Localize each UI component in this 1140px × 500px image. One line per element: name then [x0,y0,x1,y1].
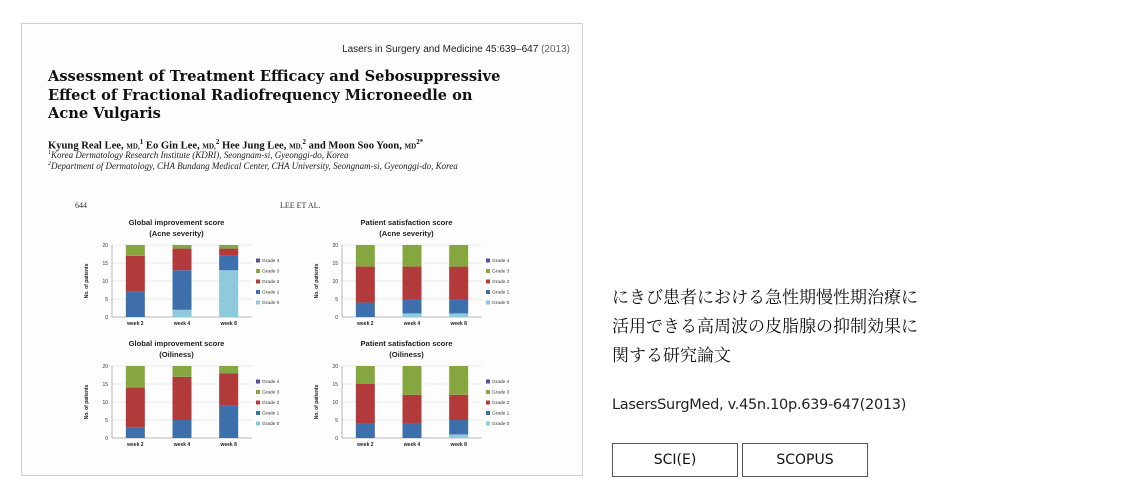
description-text [612,284,918,371]
legend-label: Grade 2 [262,401,280,406]
bar-segment-grade-2 [126,388,145,428]
bar-segment-grade-2 [449,267,468,299]
y-tick-label: 10 [102,400,108,406]
legend-swatch [486,290,490,294]
y-tick-label: 15 [332,382,338,388]
bar-segment-grade-2 [126,256,145,292]
legend-label: Grade 4 [262,259,280,264]
legend-swatch [486,401,490,405]
description-line: 活用できる高周波の皮脂腺の抑制効果に [612,317,918,337]
legend-label: Grade 4 [492,259,510,264]
legend-swatch [256,401,260,405]
chart-title-line: (Acne severity) [149,228,204,238]
x-tick-label: week 2 [357,442,374,448]
chart-plot [304,218,509,328]
author-name: Kyung Real Lee, [48,140,124,152]
legend-swatch [256,422,260,426]
bar-segment-grade-1 [449,420,468,434]
bar-segment-grade-2 [173,377,192,420]
chart-patient-satisfaction-oiliness [304,339,509,449]
bar-segment-grade-2 [219,373,238,405]
bar-segment-grade-2 [403,395,422,424]
y-tick-label: 0 [335,436,338,442]
legend-swatch [256,390,260,394]
author-degree: MD [404,142,417,151]
y-tick-label: 5 [335,418,338,424]
paper-title [48,68,558,124]
bar-segment-grade-2 [173,249,192,271]
affiliation-mark: 1 [48,150,51,156]
bar-segment-grade-3 [219,366,238,373]
y-tick-label: 0 [335,315,338,321]
y-tick-label: 10 [332,279,338,285]
bar-segment-grade-2 [356,384,375,424]
running-head: LEE ET AL. [280,201,321,210]
affiliation [48,150,348,160]
author-name: Hee Jung Lee, [221,140,287,152]
bar-segment-grade-3 [173,245,192,249]
legend-label: Grade 3 [492,390,510,396]
y-tick-label: 15 [332,261,338,267]
x-tick-label: week 2 [127,321,144,327]
paper-description [612,284,918,371]
chart-title-line: Patient satisfaction score [360,339,453,348]
x-tick-label: week 4 [403,442,421,448]
author-affil-mark: 2 [302,138,306,146]
y-tick-label: 5 [105,418,108,424]
bar-segment-grade-3 [449,366,468,395]
paper-thumbnail [21,23,583,476]
bar-segment-grade-1 [403,424,422,438]
paper-title-line: Assessment of Treatment Efficacy and Sebosuppressive [48,68,501,85]
legend-label: Grade 0 [262,301,280,306]
bar-segment-grade-0 [219,270,238,317]
y-tick-label: 0 [105,315,108,321]
legend-swatch [256,280,260,284]
affiliation-text: Korea Dermatology Research Institute (KDRI), Seongnam-si, Gyeonggi-do, Korea [51,150,349,160]
legend-label: Grade 3 [262,390,280,396]
bar-segment-grade-3 [356,366,375,384]
bar-segment-grade-0 [403,313,422,317]
legend-swatch [486,259,490,263]
bar-segment-grade-2 [449,395,468,420]
legend-label: Grade 1 [262,411,280,417]
y-axis-label: No. of patients [314,263,320,299]
badge-sci: SCI(E) [612,443,738,477]
bar-segment-grade-3 [173,366,192,377]
bar-segment-grade-3 [403,366,422,395]
journal-citation [342,44,570,55]
legend-label: Grade 2 [492,280,510,285]
affiliation-text: Department of Dermatology, CHA Bundang Medical Center, CHA University, Seongnam-si, Gyeonggi-do, Korea [51,161,458,171]
bar-segment-grade-3 [219,245,238,249]
bar-segment-grade-1 [173,270,192,310]
legend-swatch [256,411,260,415]
author-degree: MD, [126,142,140,151]
y-tick-label: 20 [102,243,108,249]
bar-segment-grade-3 [126,245,145,256]
journal-name: Lasers in Surgery and Medicine 45:639–647 [342,44,539,55]
x-tick-label: week 2 [357,321,374,327]
description-line: 関する研究論文 [612,346,731,366]
bar-segment-grade-1 [356,303,375,317]
y-tick-label: 15 [102,382,108,388]
badge-scopus: SCOPUS [742,443,868,477]
chart-global-improvement-acne [74,218,279,328]
chart-plot [74,218,279,328]
chart-global-improvement-oiliness [74,339,279,449]
bar-segment-grade-0 [173,310,192,317]
bar-segment-grade-1 [403,299,422,313]
y-tick-label: 10 [332,400,338,406]
legend-swatch [256,269,260,273]
citation-text: LasersSurgMed, v.45n.10p.639-647(2013) [612,397,907,413]
chart-title-line: (Oiliness) [389,349,424,359]
affiliation [48,161,458,171]
y-tick-label: 20 [102,364,108,370]
x-tick-label: week 4 [173,321,191,327]
chart-title-line: (Oiliness) [159,349,194,359]
x-tick-label: week 2 [127,442,144,448]
legend-label: Grade 1 [492,290,510,296]
legend-label: Grade 4 [492,380,510,385]
bar-segment-grade-1 [219,406,238,438]
legend-label: Grade 4 [262,380,280,385]
chart-plot [74,339,279,449]
legend-label: Grade 0 [492,301,510,306]
bar-segment-grade-3 [449,245,468,267]
y-tick-label: 5 [335,297,338,303]
chart-title-line: Patient satisfaction score [360,218,453,227]
y-tick-label: 15 [102,261,108,267]
y-axis-label: No. of patients [84,263,90,299]
bar-segment-grade-0 [449,434,468,438]
bar-segment-grade-1 [356,424,375,438]
y-tick-label: 20 [332,364,338,370]
bar-segment-grade-3 [126,366,145,388]
legend-swatch [486,390,490,394]
bar-segment-grade-1 [173,420,192,438]
bar-segment-grade-1 [449,299,468,313]
author-name: and Moon Soo Yoon, [308,140,402,152]
journal-year: (2013) [541,44,570,55]
paper-title-line: Effect of Fractional Radiofrequency Microneedle on [48,86,473,104]
x-tick-label: week 8 [450,321,467,327]
bar-segment-grade-3 [403,245,422,267]
legend-swatch [486,380,490,384]
author-name: Eo Gin Lee, [145,140,200,152]
legend-swatch [256,259,260,263]
bar-segment-grade-0 [449,313,468,317]
y-tick-label: 10 [102,279,108,285]
legend-label: Grade 2 [492,401,510,406]
legend-label: Grade 0 [492,422,510,427]
x-tick-label: week 4 [173,442,191,448]
author-degree: MD, [289,142,303,151]
affiliation-mark: 2 [48,161,51,167]
page-number: 644 [75,201,87,210]
bar-segment-grade-1 [219,256,238,270]
legend-swatch [256,301,260,305]
legend-label: Grade 0 [262,422,280,427]
author-affil-mark: 1 [139,138,144,146]
chart-plot [304,339,509,449]
author-affil-mark: 2 [215,138,220,146]
legend-label: Grade 2 [262,280,280,285]
author-affil-mark: 2* [416,138,424,146]
y-axis-label: No. of patients [84,384,90,420]
bar-segment-grade-3 [356,245,375,267]
bar-segment-grade-1 [126,427,145,438]
legend-swatch [486,280,490,284]
legend-swatch [486,301,490,305]
x-tick-label: week 8 [220,321,237,327]
paper-title-line: Acne Vulgaris [48,105,161,122]
chart-title-line: Global improvement score [128,218,225,227]
legend-label: Grade 1 [262,290,280,296]
legend-label: Grade 1 [492,411,510,417]
x-tick-label: week 4 [403,321,421,327]
legend-swatch [486,269,490,273]
bar-segment-grade-1 [126,292,145,317]
bar-segment-grade-2 [403,267,422,299]
legend-label: Grade 3 [492,269,510,275]
author-degree: MD, [202,142,216,151]
chart-title-line: (Acne severity) [379,228,434,238]
x-tick-label: week 8 [450,442,467,448]
y-tick-label: 0 [105,436,108,442]
bar-segment-grade-2 [219,249,238,256]
y-axis-label: No. of patients [314,384,320,420]
legend-swatch [256,380,260,384]
x-tick-label: week 8 [220,442,237,448]
bar-segment-grade-2 [356,267,375,303]
description-line: にきび患者における急性期慢性期治療に [612,288,918,308]
legend-swatch [486,411,490,415]
legend-label: Grade 3 [262,269,280,275]
y-tick-label: 20 [332,243,338,249]
chart-title-line: Global improvement score [128,339,225,348]
legend-swatch [256,290,260,294]
chart-patient-satisfaction-acne [304,218,509,328]
y-tick-label: 5 [105,297,108,303]
legend-swatch [486,422,490,426]
